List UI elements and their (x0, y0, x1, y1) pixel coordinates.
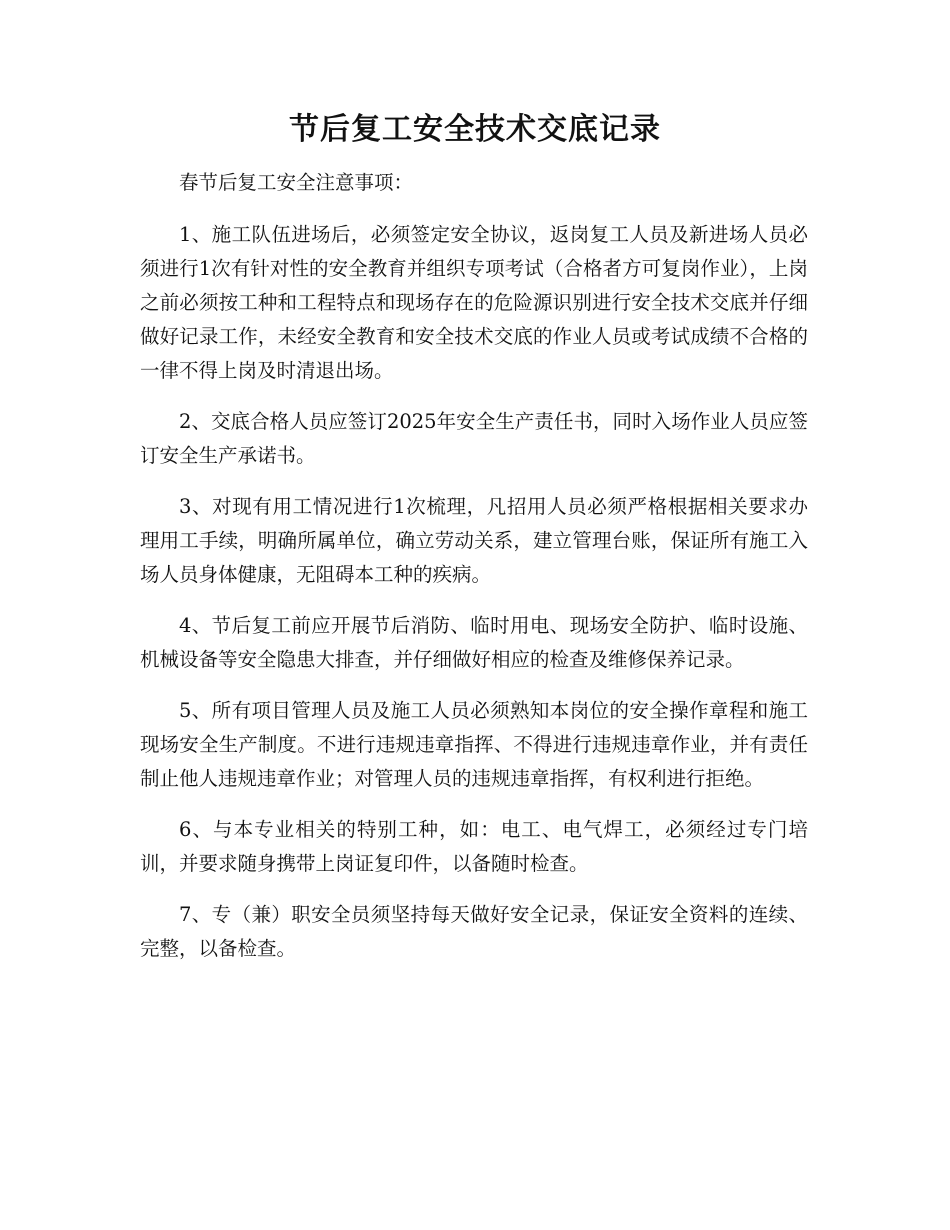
item-paragraph-1: 1、施工队伍进场后，必须签定安全协议，返岗复工人员及新进场人员必须进行1次有针对性的安全教育并组织专项考试（合格者方可复岗作业），上岗之前必须按工种和工程特点和现场存在的危险源识别进行安全技术交底并仔细做好记录工作，未经安全教育和安全技术交底的作业人员或考试成绩不合格的一律不得上岗及时清退出场。 (140, 223, 808, 382)
document-body (140, 166, 808, 983)
item-paragraph-5: 5、所有项目管理人员及施工人员必须熟知本岗位的安全操作章程和施工现场安全生产制度。不进行违规违章指挥、不得进行违规违章作业，并有责任制止他人违规违章作业；对管理人员的违规违章指挥，有权利进行拒绝。 (140, 699, 808, 790)
item-paragraph-3: 3、对现有用工情况进行1次梳理，凡招用人员必须严格根据相关要求办理用工手续，明确所属单位，确立劳动关系，建立管理台账，保证所有施工入场人员身体健康，无阻碍本工种的疾病。 (140, 495, 808, 586)
item-paragraph-6: 6、与本专业相关的特别工种，如：电工、电气焊工，必须经过专门培训，并要求随身携带上岗证复印件，以备随时检查。 (140, 818, 808, 875)
item-paragraph-2: 2、交底合格人员应签订2025年安全生产责任书，同时入场作业人员应签订安全生产承诺书。 (140, 410, 808, 467)
intro-paragraph: 春节后复工安全注意事项： (179, 171, 414, 194)
item-paragraph-4: 4、节后复工前应开展节后消防、临时用电、现场安全防护、临时设施、机械设备等安全隐患大排查，并仔细做好相应的检查及维修保养记录。 (140, 614, 808, 671)
item-paragraph-7: 7、专（兼）职安全员须坚持每天做好安全记录，保证安全资料的连续、完整，以备检查。 (140, 903, 808, 960)
document-title: 节后复工安全技术交底记录 (289, 112, 661, 147)
